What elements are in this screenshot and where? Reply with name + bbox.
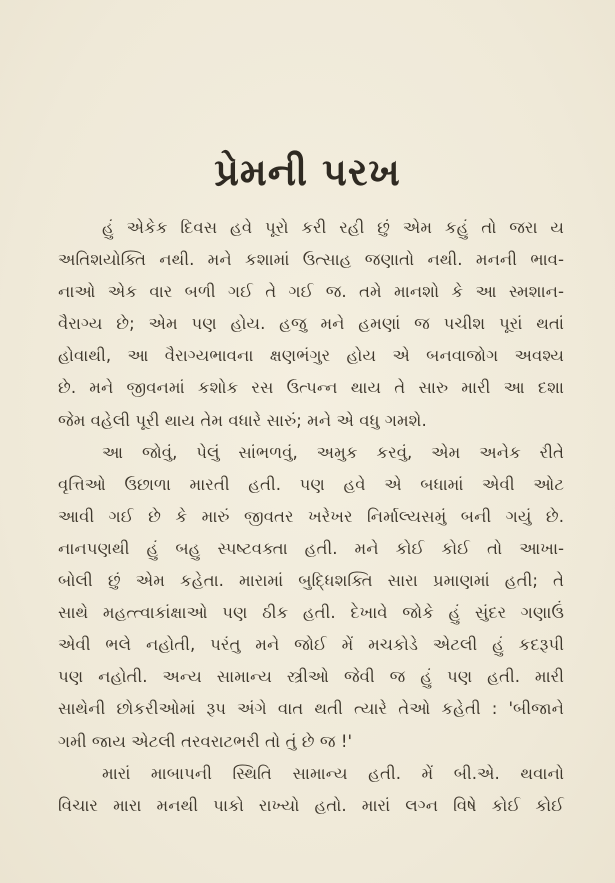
text-line: આવી ગઈ છે કે મારું જીવતર ખરેખર નિર્માલ્યસમું બની ગયું છે. xyxy=(58,506,564,526)
text-line: છે. મને જીવનમાં કશોક રસ ઉત્પન્ન થાય તે સારુ મારી આ દશા xyxy=(58,378,564,398)
text-line: વૈરાગ્ય છે; એમ પણ હોય. હજુ મને હમણાં જ પચીશ પૂરાં થતાં xyxy=(58,314,564,334)
text-line: મારાં માબાપની સ્થિતિ સામાન્ય હતી. મેં બી.એ. થવાનો xyxy=(102,763,564,783)
text-line: નાઓ એક વાર બળી ગઈ તે ગઈ જ. તમે માનશો કે આ સ્મશાન- xyxy=(58,282,564,302)
text-line: વિચાર મારા મનથી પાકો રાખ્યો હતો. મારાં લગ્ન વિષે કોઈ કોઈ xyxy=(58,795,564,815)
text-line: પણ નહોતી. અન્ય સામાન્ય સ્ત્રીઓ જેવી જ હું પણ હતી. મારી xyxy=(58,667,564,687)
text-line: ગમી જાય એટલી તરવરાટભરી તો તું છે જ !' xyxy=(58,731,353,751)
text-line: વૃત્તિઓ ઉછાળા મારતી હતી. પણ હવે એ બધામાં એવી ઓટ xyxy=(58,474,564,494)
chapter-title: પ્રેમની પરખ xyxy=(214,150,401,194)
text-line: જેમ વહેલી પૂરી થાય તેમ વધારે સારું; મને એ વધુ ગમશે. xyxy=(58,410,427,430)
text-line: અતિશયોક્તિ નથી. મને કશામાં ઉત્સાહ જણાતો નથી. મનની ભાવ- xyxy=(58,250,564,270)
text-line: હું એકેક દિવસ હવે પૂરો કરી રહી છું એમ કહું તો જરા ય xyxy=(102,218,564,237)
text-line: હોવાથી, આ વૈરાગ્યભાવના ક્ષણભંગુર હોય એ બનવાજોગ અવશ્ય xyxy=(58,346,564,366)
text-line: આ જોવું, પેલું સાંભળવું, અમુક કરવું, એમ અનેક રીતે xyxy=(102,442,564,462)
text-line: એવી ભલે નહોતી, પરંતુ મને જોઈ મેં મચકોડે એટલી હું કદરૂપી xyxy=(58,635,564,655)
text-line: સાથે મહત્ત્વાકાંક્ષાઓ પણ ઠીક હતી. દેખાવે જોકે હું સુંદર ગણાઉં xyxy=(58,603,564,623)
text-line: નાનપણથી હું બહુ સ્પષ્ટવક્તા હતી. મને કોઈ કોઈ તો આખા- xyxy=(58,538,564,558)
text-line: બોલી છું એમ કહેતા. મારામાં બુદ્ધિશક્તિ સારા પ્રમાણમાં હતી; તે xyxy=(58,571,564,591)
text-line: સાથેની છોકરીઓમાં રૂપ અંગે વાત થતી ત્યારે તેઓ કહેતી : 'બીજાને xyxy=(58,699,564,719)
chapter-body xyxy=(58,212,564,822)
